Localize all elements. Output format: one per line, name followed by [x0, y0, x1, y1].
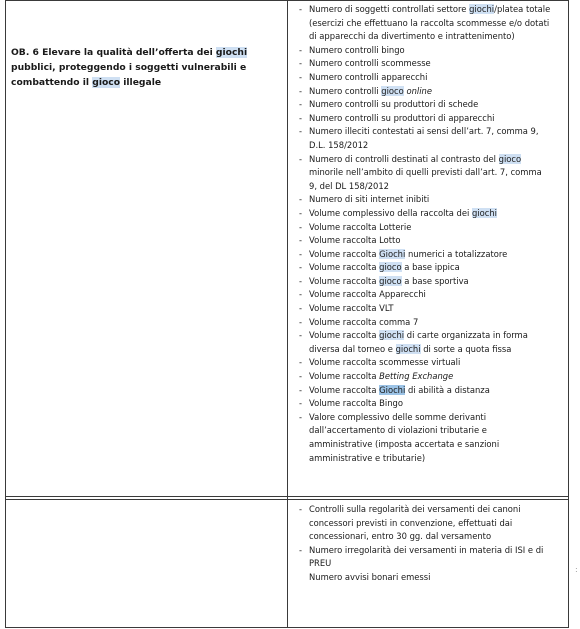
text-run: online — [406, 85, 432, 96]
objective-ob6 — [11, 45, 279, 90]
indicator-item — [299, 544, 551, 571]
bullet-dash: - — [299, 262, 303, 273]
text-run: Numero avvisi bonari emessi — [309, 571, 431, 582]
text-run: Betting Exchange — [379, 371, 454, 382]
bullet-dash: - — [299, 99, 303, 110]
bullet-dash: - — [299, 411, 303, 422]
search-highlight: giochi — [379, 330, 405, 341]
indicator-item — [299, 3, 551, 44]
bullet-dash: - — [299, 316, 303, 327]
text-run: minorile nell’ambito di quelli previsti dall’art. 7, comma 9, del DL 158/2012 — [309, 167, 542, 191]
indicator-item — [299, 85, 551, 99]
bullet-dash: - — [299, 235, 303, 246]
bullet-dash: - — [299, 371, 303, 382]
text-run: Numero controlli su produttori di schede — [309, 99, 479, 110]
bullet-dash: - — [299, 44, 303, 55]
text-run: OB. 6 Elevare la qualità dell’offerta dei — [11, 47, 216, 58]
text-run: a base ippica — [401, 262, 460, 273]
indicator-item — [299, 221, 551, 235]
search-highlight: Giochi — [379, 384, 406, 395]
indicator-item — [299, 98, 551, 112]
text-run: Volume raccolta Apparecchi — [309, 289, 426, 300]
indicator-item — [299, 370, 551, 384]
indicator-item — [299, 571, 551, 585]
text-run: numerici a totalizzatore — [405, 248, 508, 259]
table-right-border — [568, 0, 569, 628]
bullet-dash: - — [299, 357, 303, 368]
indicator-item — [299, 302, 551, 316]
bullet-dash: - — [299, 398, 303, 409]
indicator-item — [299, 207, 551, 221]
indicator-item — [299, 71, 551, 85]
indicator-item — [299, 125, 551, 152]
indicator-item — [299, 234, 551, 248]
indicator-item — [299, 288, 551, 302]
bullet-dash: - — [299, 126, 303, 137]
bullet-dash: - — [299, 275, 303, 286]
text-run: Volume raccolta — [309, 275, 380, 286]
indicator-item — [299, 193, 551, 207]
bullet-dash: - — [299, 221, 303, 232]
bullet-dash: - — [299, 4, 303, 14]
indicator-item — [299, 261, 551, 275]
column-divider — [287, 0, 288, 628]
text-run: Numero controlli bingo — [309, 44, 405, 55]
text-run: Volume raccolta Bingo — [309, 398, 403, 409]
text-run: Numero di siti internet inibiti — [309, 194, 430, 205]
text-run: di carte organizzata in forma diversa dal torneo e — [309, 330, 528, 354]
text-run: Volume raccolta VLT — [309, 303, 394, 314]
text-run: di sorte a quota fissa — [420, 343, 512, 354]
bullet-dash: - — [299, 153, 303, 164]
bullet-dash: - — [299, 289, 303, 300]
indicator-list-ob6 — [299, 3, 551, 465]
text-run: Valore complessivo delle somme derivanti dall’accertamento di violazioni tributarie e amministrative (imposta accertata e sanzioni amministrative e tributarie) — [309, 411, 500, 463]
text-run: Numero controlli — [309, 85, 382, 96]
text-run: Numero di controlli destinati al contrasto del — [309, 153, 499, 164]
bullet-dash: - — [299, 330, 303, 341]
text-run: Volume raccolta comma 7 — [309, 316, 419, 327]
text-run: Volume raccolta — [309, 384, 380, 395]
bullet-dash: - — [299, 85, 303, 96]
bullet-dash: - — [299, 112, 303, 123]
indicator-item — [299, 248, 551, 262]
bullet-dash: - — [299, 71, 303, 82]
text-run: Controlli sulla regolarità dei versamenti dei canoni concessori previsti in convenzione, effettuati dai concessionari, entro 30 gg. dal versamento — [309, 504, 521, 542]
bullet-dash: - — [299, 194, 303, 205]
text-run: Numero di soggetti controllati settore — [309, 4, 470, 14]
text-run: Volume raccolta Lotto — [309, 235, 401, 246]
bullet-dash: - — [299, 248, 303, 259]
bullet-dash: - — [299, 504, 303, 514]
search-highlight: gioco — [379, 275, 402, 286]
text-run: Volume complessivo della raccolta dei — [309, 207, 472, 218]
text-run: Volume raccolta — [309, 248, 380, 259]
indicator-item — [299, 57, 551, 71]
text-run: Numero illeciti contestati ai sensi dell’art. 7, comma 9, D.L. 158/2012 — [309, 126, 539, 150]
indicator-item — [299, 503, 551, 544]
indicator-item — [299, 153, 551, 194]
text-run: Numero controlli apparecchi — [309, 71, 428, 82]
text-run: di abilità a distanza — [405, 384, 490, 395]
table-left-border — [5, 0, 6, 628]
text-run: /platea totale (esercizi che effettuano la raccolta scommesse e/o dotati di apparecchi da divertimento e intrattenimento) — [309, 4, 551, 42]
search-highlight: gioco — [498, 153, 522, 164]
indicator-item — [299, 44, 551, 58]
search-highlight: gioco — [92, 77, 121, 88]
search-highlight: giochi — [395, 343, 421, 354]
text-run: Numero controlli scommesse — [309, 58, 431, 69]
search-highlight: gioco — [381, 85, 404, 96]
margin-mark: : — [575, 565, 578, 574]
search-highlight: gioco — [379, 262, 402, 273]
text-run: Numero irregolarità dei versamenti in materia di ISI e di PREU — [309, 544, 544, 569]
indicator-item — [299, 397, 551, 411]
text-run: Volume raccolta — [309, 262, 380, 273]
indicator-item — [299, 356, 551, 370]
text-run: Volume raccolta — [309, 330, 380, 341]
indicator-item — [299, 411, 551, 465]
text-run: Numero controlli su produttori di apparecchi — [309, 112, 495, 123]
text-run: Volume raccolta — [309, 371, 380, 382]
indicator-item — [299, 275, 551, 289]
search-highlight: giochi — [469, 4, 495, 14]
indicator-item — [299, 316, 551, 330]
bullet-dash: - — [299, 58, 303, 69]
text-run: pubblici, proteggendo i soggetti vulnerabili e combattendo il — [11, 62, 247, 88]
bullet-dash: - — [299, 303, 303, 314]
indicator-item — [299, 329, 551, 356]
indicator-list-second-row — [299, 503, 551, 585]
text-run: a base sportiva — [401, 275, 469, 286]
text-run: Volume raccolta Lotterie — [309, 221, 412, 232]
indicator-item — [299, 384, 551, 398]
search-highlight: giochi — [215, 47, 248, 58]
bullet-dash: - — [299, 384, 303, 395]
indicator-item — [299, 112, 551, 126]
bullet-dash: - — [299, 207, 303, 218]
search-highlight: giochi — [471, 207, 497, 218]
bullet-dash: - — [299, 544, 303, 555]
text-run: Volume raccolta scommesse virtuali — [309, 357, 461, 368]
text-run: illegale — [120, 77, 162, 88]
search-highlight: Giochi — [379, 248, 406, 259]
